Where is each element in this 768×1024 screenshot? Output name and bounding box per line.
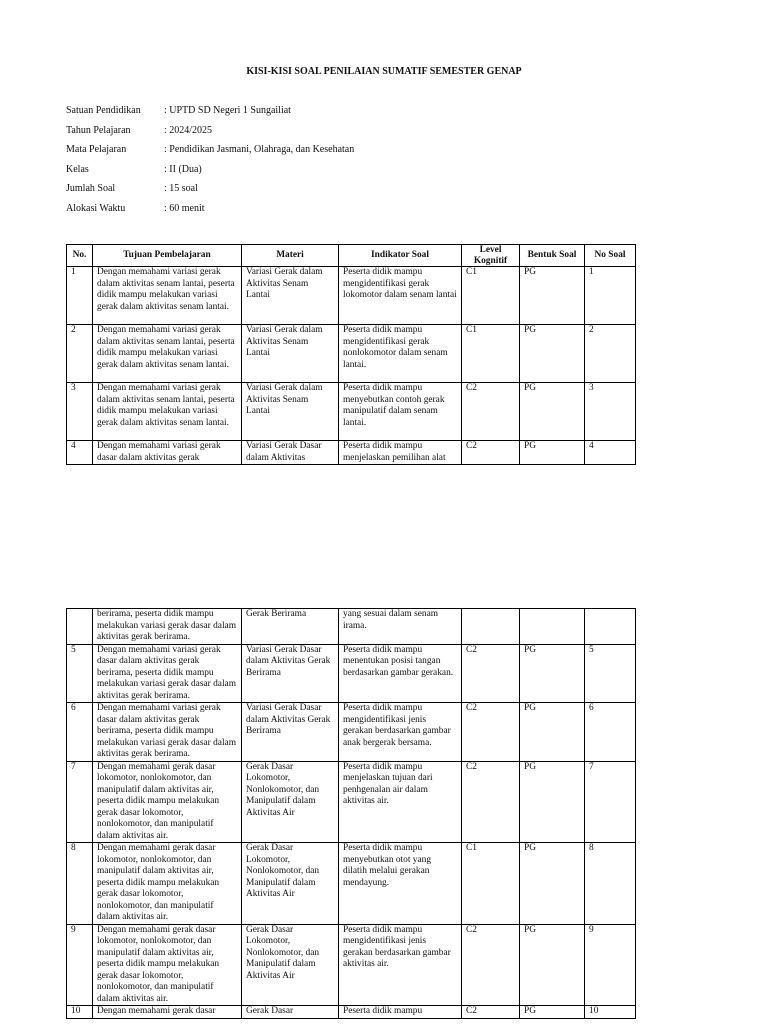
header-tujuan: Tujuan Pembelajaran (93, 245, 242, 267)
cell-bentuk (520, 609, 585, 645)
info-label: Alokasi Waktu (66, 202, 126, 214)
cell-level: C1 (462, 325, 520, 383)
cell-no: 1 (67, 267, 93, 325)
cell-indikator: Peserta didik mampu (339, 1006, 462, 1019)
cell-level (462, 609, 520, 645)
cell-materi: Gerak Dasar Lokomotor, Nonlokomotor, dan Manipulatif dalam Aktivitas Air (242, 761, 339, 843)
cell-indikator: Peserta didik mampu mengidentifikasi gerak lokomotor dalam senam lantai (339, 267, 462, 325)
cell-materi: Gerak Dasar Lokomotor, Nonlokomotor, dan Manipulatif dalam Aktivitas Air (242, 843, 339, 925)
info-row (66, 104, 354, 124)
cell-materi: Variasi Gerak Dasar dalam Aktivitas Gerak Berirama (242, 703, 339, 762)
cell-no: 7 (67, 761, 93, 843)
cell-materi: Gerak Dasar Lokomotor, Nonlokomotor, dan Manipulatif dalam Aktivitas Air (242, 924, 339, 1006)
cell-indikator: Peserta didik mampu menyebutkan otot yang dilatih melalui gerakan mendayung. (339, 843, 462, 925)
cell-nosoal (585, 609, 636, 645)
info-label: Satuan Pendidikan (66, 105, 141, 116)
info-label: Mata Pelajaran (66, 144, 127, 156)
cell-bentuk: PG (520, 924, 585, 1006)
cell-no: 5 (67, 644, 93, 703)
table-row (67, 441, 636, 465)
cell-tujuan: Dengan memahami variasi gerak dalam aktivitas senam lantai, peserta didik mampu melakukan variasi gerak dalam aktivitas senam lantai. (93, 383, 242, 441)
cell-bentuk: PG (520, 383, 585, 441)
cell-tujuan: Dengan memahami gerak dasar lokomotor, nonlokomotor, dan manipulatif dalam aktivitas air, peserta didik mampu melakukan gerak dasar lokomotor, nonlokomotor, dan manipulatif dalam aktivitas air. (93, 843, 242, 925)
info-row (66, 202, 354, 222)
info-row (66, 124, 354, 144)
cell-no: 6 (67, 703, 93, 762)
header-indikator: Indikator Soal (339, 245, 462, 267)
info-label: Jumlah Soal (66, 183, 116, 195)
cell-no: 2 (67, 325, 93, 383)
cell-bentuk: PG (520, 441, 585, 465)
cell-level: C2 (462, 441, 520, 465)
table-row (67, 267, 636, 325)
cell-nosoal: 5 (585, 644, 636, 703)
cell-no: 9 (67, 924, 93, 1006)
cell-bentuk: PG (520, 267, 585, 325)
cell-tujuan: Dengan memahami variasi gerak dalam aktivitas senam lantai, peserta didik mampu melakukan variasi gerak dalam aktivitas senam lantai. (93, 267, 242, 325)
cell-level: C2 (462, 644, 520, 703)
cell-materi: Variasi Gerak dalam Aktivitas Senam Lantai (242, 267, 339, 325)
cell-tujuan: Dengan memahami variasi gerak dalam aktivitas senam lantai, peserta didik mampu melakukan variasi gerak dalam aktivitas senam lantai. (93, 325, 242, 383)
header-level: Level Kognitif (462, 245, 520, 267)
table-row (67, 325, 636, 383)
cell-tujuan: Dengan memahami variasi gerak dasar dalam aktivitas gerak (93, 441, 242, 465)
table-row (67, 383, 636, 441)
info-value: : 60 menit (164, 202, 205, 214)
cell-indikator: Peserta didik mampu mengidentifikasi jenis gerakan berdasarkan gambar aktivitas air. (339, 924, 462, 1006)
cell-level: C2 (462, 703, 520, 762)
cell-no: 3 (67, 383, 93, 441)
table-body (67, 267, 636, 465)
table-row (67, 644, 636, 703)
cell-tujuan: Dengan memahami gerak dasar lokomotor, nonlokomotor, dan manipulatif dalam aktivitas air, peserta didik mampu melakukan gerak dasar lokomotor, nonlokomotor, dan manipulatif dalam aktivitas air. (93, 761, 242, 843)
table-header-row (67, 245, 636, 267)
table-body (67, 609, 636, 1019)
cell-tujuan: Dengan memahami variasi gerak dasar dalam aktivitas gerak berirama, peserta didik mampu melakukan variasi gerak dasar dalam aktivitas gerak berirama. (93, 703, 242, 762)
cell-indikator: Peserta didik mampu menyebutkan contoh gerak manipulatif dalam senam lantai. (339, 383, 462, 441)
header-bentuk: Bentuk Soal (520, 245, 585, 267)
cell-bentuk: PG (520, 703, 585, 762)
cell-bentuk: PG (520, 843, 585, 925)
cell-materi: Variasi Gerak Dasar dalam Aktivitas Gerak Berirama (242, 644, 339, 703)
cell-nosoal: 10 (585, 1006, 636, 1019)
cell-nosoal: 6 (585, 703, 636, 762)
info-value: : UPTD SD Negeri 1 Sungailiat (164, 105, 291, 116)
cell-no: 10 (67, 1006, 93, 1019)
cell-materi: Gerak Dasar (242, 1006, 339, 1019)
cell-materi: Variasi Gerak dalam Aktivitas Senam Lantai (242, 383, 339, 441)
cell-indikator: Peserta didik mampu menjelaskan pemilihan alat (339, 441, 462, 465)
cell-nosoal: 8 (585, 843, 636, 925)
table-row (67, 1006, 636, 1019)
table-row (67, 703, 636, 762)
info-value: : II (Dua) (164, 163, 202, 175)
document-info (66, 104, 354, 222)
table-row (67, 843, 636, 925)
cell-indikator: Peserta didik mampu menjelaskan tujuan dari penhgenalan air dalam aktivitas air. (339, 761, 462, 843)
cell-nosoal: 7 (585, 761, 636, 843)
cell-tujuan: Dengan memahami gerak dasar (93, 1006, 242, 1019)
cell-nosoal: 9 (585, 924, 636, 1006)
cell-level: C2 (462, 761, 520, 843)
cell-no: 4 (67, 441, 93, 465)
cell-materi: Variasi Gerak Dasar dalam Aktivitas (242, 441, 339, 465)
cell-tujuan: Dengan memahami gerak dasar lokomotor, nonlokomotor, dan manipulatif dalam aktivitas air, peserta didik mampu melakukan gerak dasar lokomotor, nonlokomotor, dan manipulatif dalam aktivitas air. (93, 924, 242, 1006)
cell-materi: Variasi Gerak dalam Aktivitas Senam Lantai (242, 325, 339, 383)
info-row (66, 143, 354, 163)
cell-level: C1 (462, 267, 520, 325)
cell-tujuan: Dengan memahami variasi gerak dasar dalam aktivitas gerak berirama, peserta didik mampu melakukan variasi gerak dasar dalam aktivitas gerak berirama. (93, 644, 242, 703)
cell-indikator: yang sesuai dalam senam irama. (339, 609, 462, 645)
header-materi: Materi (242, 245, 339, 267)
info-value: : Pendidikan Jasmani, Olahraga, dan Kesehatan (164, 144, 355, 156)
cell-nosoal: 3 (585, 383, 636, 441)
table-row (67, 761, 636, 843)
table-row (67, 924, 636, 1006)
cell-level: C2 (462, 383, 520, 441)
info-value: : 2024/2025 (164, 124, 213, 136)
info-value: : 15 soal (164, 183, 198, 195)
kisi-kisi-table-continued (66, 608, 636, 1019)
cell-nosoal: 4 (585, 441, 636, 465)
cell-bentuk: PG (520, 644, 585, 703)
cell-indikator: Peserta didik mampu mengidentifikasi gerak nonlokomotor dalam senam lantai. (339, 325, 462, 383)
cell-bentuk: PG (520, 761, 585, 843)
cell-nosoal: 1 (585, 267, 636, 325)
cell-materi: Gerak Berirama (242, 609, 339, 645)
cell-no: 8 (67, 843, 93, 925)
cell-level: C1 (462, 843, 520, 925)
cell-bentuk: PG (520, 1006, 585, 1019)
cell-indikator: Peserta didik mampu mengidentifikasi jenis gerakan berdasarkan gambar anak bergerak bersama. (339, 703, 462, 762)
cell-tujuan: berirama, peserta didik mampu melakukan variasi gerak dasar dalam aktivitas gerak berirama. (93, 609, 242, 645)
info-label: Tahun Pelajaran (66, 124, 131, 136)
cell-indikator: Peserta didik mampu menentukan posisi tangan berdasarkan gambar gerakan. (339, 644, 462, 703)
document-title: KISI-KISI SOAL PENILAIAN SUMATIF SEMESTER GENAP (246, 66, 522, 77)
cell-no (67, 609, 93, 645)
header-no: No. (67, 245, 93, 267)
info-row (66, 182, 354, 202)
kisi-kisi-table (66, 244, 636, 465)
info-label: Kelas (66, 163, 89, 175)
cell-level: C2 (462, 924, 520, 1006)
header-nosoal: No Soal (585, 245, 636, 267)
table-row (67, 609, 636, 645)
cell-bentuk: PG (520, 325, 585, 383)
cell-level: C2 (462, 1006, 520, 1019)
cell-nosoal: 2 (585, 325, 636, 383)
info-row (66, 163, 354, 183)
